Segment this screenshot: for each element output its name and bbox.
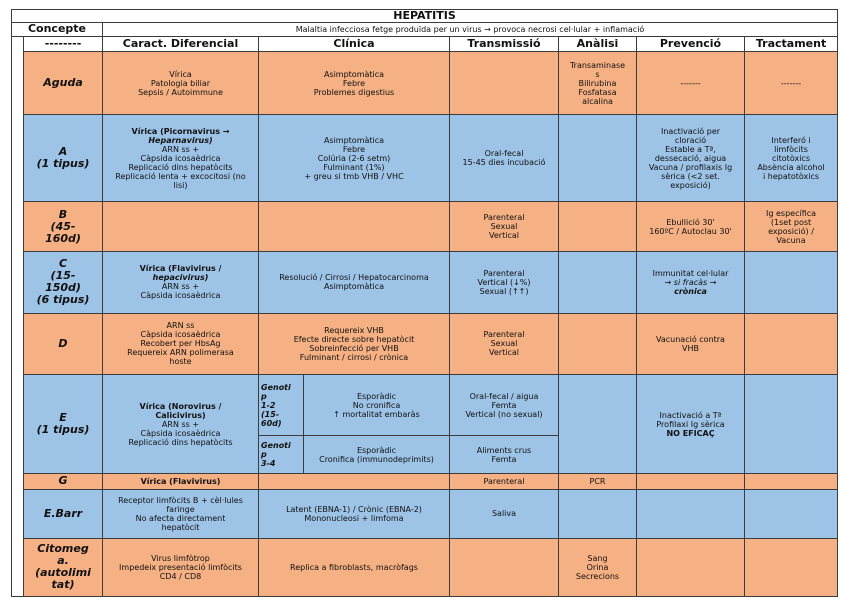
- cell-c-prevencio-text: Immunitat cel·lular: [652, 268, 729, 278]
- cell-cito-clinica: Replica a fibroblasts, macròfags: [259, 538, 450, 596]
- concepte-label: Concepte: [12, 23, 103, 36]
- cell-c-clinica: Resolució / Cirrosi / Hepatocarcinoma Asimptomàtica: [259, 252, 450, 313]
- col-header-analisi: Anàlisi: [559, 36, 637, 51]
- cell-aguda-caract: Vírica Patologia biliar Sepsis / Autoimmune: [103, 51, 259, 114]
- cell-e-caract-title: Vírica (Norovirus / Calicivirus): [139, 401, 222, 420]
- row-label-aguda: Aguda: [24, 51, 103, 114]
- cell-a-transmissio: Oral-fecal 15-45 dies incubació: [450, 115, 559, 202]
- cell-c-tractament: [745, 252, 838, 313]
- col-header-tractament: Tractament: [745, 36, 838, 51]
- cell-c-prevencio-bold: crònica: [674, 286, 707, 296]
- cell-ebarr-analisi: [559, 489, 637, 538]
- cell-ebarr-clinica: Latent (EBNA-1) / Crònic (EBNA-2) Mononucleosi + limfoma: [259, 489, 450, 538]
- cell-e-caract: [103, 375, 259, 474]
- cell-cito-analisi: Sang Orina Secrecions: [559, 538, 637, 596]
- cell-e-genotype-2-transmissio: Aliments crus Femta: [450, 436, 559, 474]
- col-header-clinica: Clínica: [259, 36, 450, 51]
- cell-d-caract: ARN ss Càpsida icosaèdrica Recobert per HbsAg Requereix ARN polimerasa hoste: [103, 313, 259, 374]
- cell-aguda-analisi: Transaminase s Bilirubina Fosfatasa alcalina: [559, 51, 637, 114]
- cell-aguda-clinica: Asimptomàtica Febre Problemes digestius: [259, 51, 450, 114]
- row-label-c: C (15- 150d) (6 tipus): [24, 252, 103, 313]
- cell-g-transmissio: Parenteral: [450, 474, 559, 489]
- cell-g-tractament: [745, 474, 838, 489]
- cell-g-clinica: [259, 474, 450, 489]
- cell-cito-transmissio: [450, 538, 559, 596]
- cell-ebarr-tractament: [745, 489, 838, 538]
- hepatitis-table: [11, 9, 838, 597]
- cell-c-caract-text: ARN ss + Càpsida icosaèdrica: [140, 282, 221, 301]
- table-row: [12, 202, 838, 252]
- table-row: [12, 375, 838, 436]
- cell-d-prevencio: Vacunació contra VHB: [637, 313, 745, 374]
- table-row: [12, 474, 838, 489]
- cell-b-tractament: Ig específica (1set post exposició) / Vacuna: [745, 202, 838, 252]
- col-header-caract: Caract. Diferencial: [103, 36, 259, 51]
- col-header-transmissio: Transmissió: [450, 36, 559, 51]
- cell-e-genotype-1-transmissio: Oral-fecal / aigua Femta Vertical (no sexual): [450, 375, 559, 436]
- cell-aguda-tractament: -------: [745, 51, 838, 114]
- cell-g-prevencio: [637, 474, 745, 489]
- table-row: [12, 252, 838, 313]
- cell-c-prevencio: [637, 252, 745, 313]
- cell-e-analisi: [559, 375, 637, 474]
- cell-a-analisi: [559, 115, 637, 202]
- cell-e-genotype-1-clinica: Esporàdic No cronifica ↑ mortalitat embaràs: [304, 375, 450, 436]
- row-label-a: A (1 tipus): [24, 115, 103, 202]
- cell-b-analisi: [559, 202, 637, 252]
- table-title: HEPATITIS: [12, 10, 838, 23]
- row-label-d: D: [24, 313, 103, 374]
- cell-e-genotype-1-label: Genoti p 1-2 (15- 60d): [259, 375, 304, 436]
- cell-a-clinica: Asimptomàtica Febre Colúria (2-6 setm) Fulminant (1%) + greu si tmb VHB / VHC: [259, 115, 450, 202]
- cell-c-caract-title: Vírica (Flavivirus /: [139, 264, 222, 274]
- cell-cito-tractament: [745, 538, 838, 596]
- cell-a-caract-italic: Heparnavirus): [148, 135, 213, 145]
- row-label-g: G: [24, 474, 103, 489]
- cell-e-caract-text: ARN ss + Càpsida icosaèdrica Replicació dins hepatòcits: [128, 419, 233, 447]
- cell-b-transmissio: Parenteral Sexual Vertical: [450, 202, 559, 252]
- cell-ebarr-caract: Receptor limfòcits B + cèl·lules faringe No afecta directament hepatòcit: [103, 489, 259, 538]
- cell-e-prevencio-text: Inactivació a Tª Profilaxi Ig sèrica: [656, 410, 725, 429]
- cell-e-prevencio-bold: NO EFICAÇ: [666, 428, 715, 438]
- cell-a-caract-title: Vírica (Picornavirus →: [131, 126, 230, 136]
- cell-g-caract: Vírica (Flavivirus): [103, 474, 259, 489]
- cell-e-genotype-2-label: Genoti p 3-4: [259, 436, 304, 474]
- cell-b-caract: [103, 202, 259, 252]
- cell-e-genotype-2-clinica: Esporàdic Cronifica (immunodeprimits): [304, 436, 450, 474]
- table-row: [12, 489, 838, 538]
- row-label-ebarr: E.Barr: [24, 489, 103, 538]
- cell-c-transmissio: Parenteral Vertical (↓%) Sexual (↑↑): [450, 252, 559, 313]
- cell-aguda-prevencio: -------: [637, 51, 745, 114]
- cell-e-tractament: [745, 375, 838, 474]
- cell-ebarr-transmissio: Saliva: [450, 489, 559, 538]
- col-header-dashes: --------: [24, 36, 103, 51]
- col-header-prevencio: Prevenció: [637, 36, 745, 51]
- cell-d-clinica: Requereix VHB Efecte directe sobre hepatòcit Sobreinfecció per VHB Fulminant / cirrosi / crònica: [259, 313, 450, 374]
- cell-cito-caract: Virus limfòtrop Impedeix presentació limfòcits CD4 / CD8: [103, 538, 259, 596]
- table-row: [12, 538, 838, 596]
- cell-ebarr-prevencio: [637, 489, 745, 538]
- row-label-e: E (1 tipus): [24, 375, 103, 474]
- cell-b-prevencio: Ebullició 30' 160ºC / Autoclau 30': [637, 202, 745, 252]
- cell-c-caract-italic: hepacivirus): [152, 273, 209, 283]
- cell-a-prevencio: Inactivació per cloració Estable a Tª, dessecació, aigua Vacuna / profilaxis Ig sèrica (<2 set. exposició): [637, 115, 745, 202]
- cell-c-caract: [103, 252, 259, 313]
- cell-d-tractament: [745, 313, 838, 374]
- cell-a-caract-text: ARN ss + Càpsida icosaèdrica Replicació dins hepatòcits Replicació lenta + excocitosi (no lisi): [115, 144, 246, 190]
- table-row: [12, 313, 838, 374]
- row-label-citomegalovirus: Citomeg a. (autolimi tat): [24, 538, 103, 596]
- side-label: [12, 36, 24, 596]
- concepte-description: Malaltia infecciosa fetge produïda per un virus → provoca necrosi cel·lular + inflamació: [103, 23, 838, 36]
- table-row: [12, 51, 838, 114]
- row-label-b: B (45- 160d): [24, 202, 103, 252]
- table-row: [12, 115, 838, 202]
- cell-d-analisi: [559, 313, 637, 374]
- cell-a-caract: [103, 115, 259, 202]
- cell-g-analisi: PCR: [559, 474, 637, 489]
- cell-c-analisi: [559, 252, 637, 313]
- cell-aguda-transmissio: [450, 51, 559, 114]
- cell-c-prevencio-italic: → si fracàs →: [664, 277, 717, 287]
- cell-b-clinica: [259, 202, 450, 252]
- cell-e-prevencio: [637, 375, 745, 474]
- cell-d-transmissio: Parenteral Sexual Vertical: [450, 313, 559, 374]
- cell-a-tractament: Interferó i limfòcits citotòxics Absència alcohol i hepatotòxics: [745, 115, 838, 202]
- cell-cito-prevencio: [637, 538, 745, 596]
